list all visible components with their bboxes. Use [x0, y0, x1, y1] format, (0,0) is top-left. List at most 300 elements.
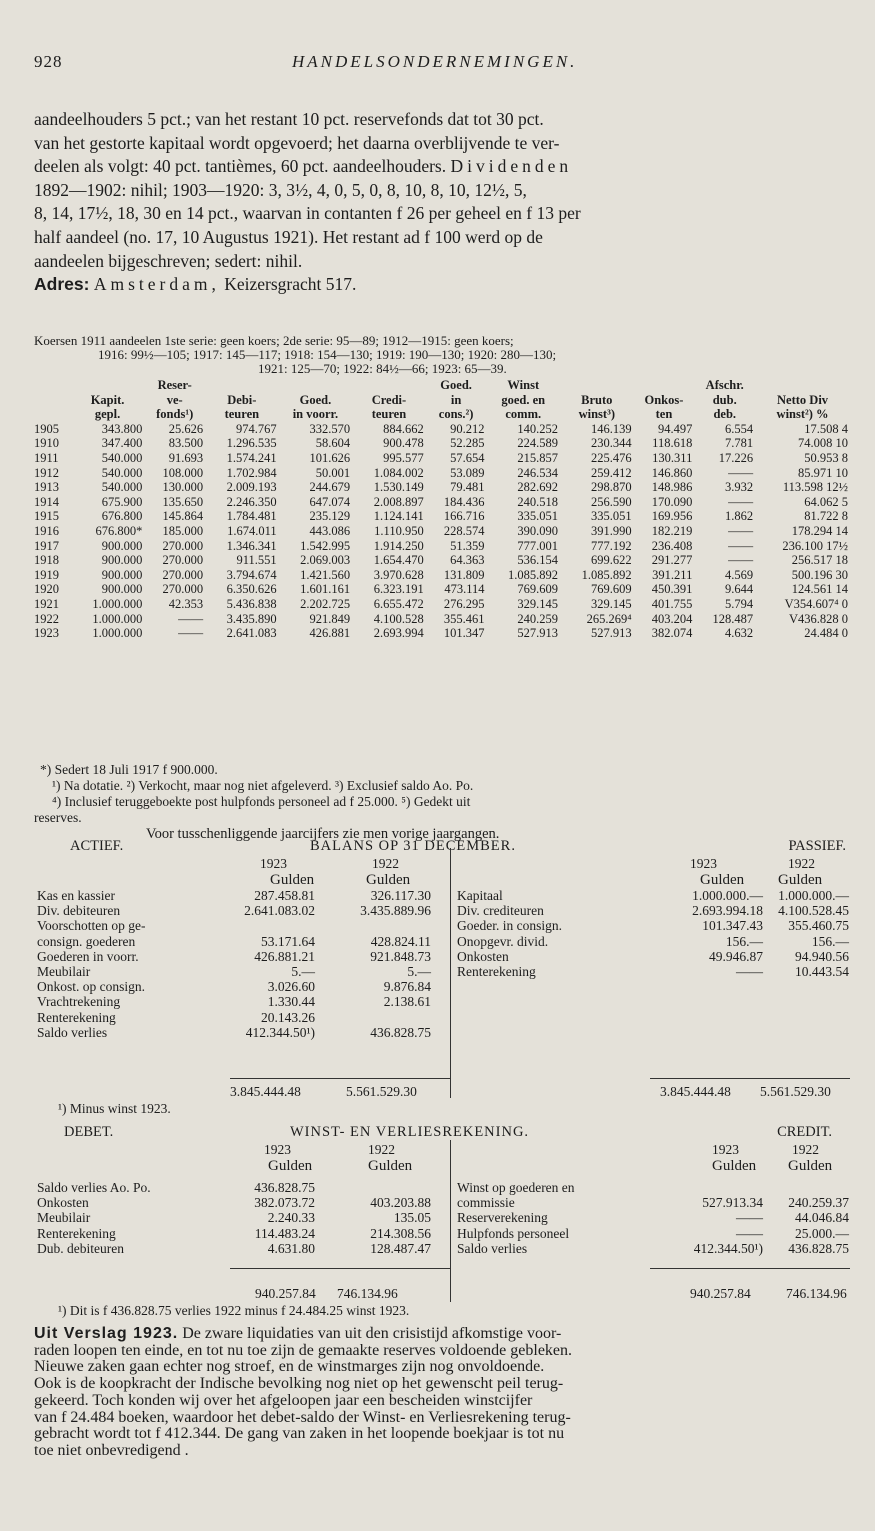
table-cell: 53.089 [450, 465, 485, 480]
table-cell: 148.986 [651, 480, 693, 495]
table-cell: consign. goederen [37, 933, 136, 949]
total-value: 940.257.84 [255, 1286, 316, 1301]
table-cell: 10.443.54 [795, 964, 849, 980]
table-cell [71, 378, 145, 393]
table-cell: Onkosten [37, 1195, 89, 1211]
table-cell: 527.913.34 [702, 1195, 763, 1211]
table-row [34, 480, 850, 495]
table-cell: goed. en [501, 392, 546, 407]
table-cell: 1.000.000 [92, 626, 143, 641]
table-cell: —— [736, 1225, 763, 1241]
table-cell: 50.953 8 [804, 450, 848, 465]
table-row [34, 539, 850, 554]
table-row [454, 934, 852, 949]
table-cell: 527.913 [517, 626, 559, 641]
table-cell: 436.828.75 [370, 1024, 431, 1040]
table-cell: 647.074 [309, 494, 351, 509]
table-cell: 64.363 [450, 553, 485, 568]
table-cell: 900.000 [101, 582, 143, 597]
table-cell: 128.487 [712, 611, 754, 626]
table-cell: 156.— [725, 933, 763, 949]
table-cell: 911.551 [236, 553, 277, 568]
koersen-line: Koersen 1911 aandeelen 1ste serie: geen koers; 2de serie: 95—89; 1912—1915: geen koers; [34, 333, 514, 348]
table-cell: commissie [457, 1195, 515, 1211]
table-cell: 182.219 [651, 523, 693, 538]
stats-table-body [34, 422, 850, 641]
address-city: Amsterdam, [93, 274, 220, 295]
table-cell: Div. debiteuren [37, 903, 121, 919]
table-cell: 58.604 [315, 436, 351, 451]
table-cell: 4.100.528.45 [778, 903, 849, 919]
table-cell: 769.609 [517, 582, 559, 597]
stats-table-head [34, 378, 850, 422]
table-cell: 270.000 [162, 538, 204, 553]
table-cell: 777.192 [590, 538, 632, 553]
table-row [34, 994, 434, 1009]
note-line: ⁴) Inclusief teruggeboekte post hulpfonds personeel ad f 25.000. ⁵) Gedekt uit [52, 794, 471, 809]
table-row [34, 568, 850, 583]
verslag-line: gebracht wordt tot f 412.344. De gang van zaken in het loopende boekjaar is tot nu [34, 1425, 565, 1443]
table-row [34, 626, 850, 641]
table-cell: 135.650 [162, 494, 204, 509]
table-cell: 270.000 [162, 582, 204, 597]
table-cell: 412.344.50¹) [693, 1240, 763, 1256]
table-cell: 1.085.892 [581, 567, 632, 582]
divider [450, 1140, 451, 1302]
unit-label: Gulden [712, 1158, 757, 1174]
table-row [34, 964, 434, 979]
koersen-line: 1921: 125—70; 1922: 84½—66; 1923: 65—39. [258, 361, 507, 376]
table-cell [634, 378, 695, 393]
table-cell: 1910 [34, 436, 59, 451]
table-cell: 335.051 [517, 509, 559, 524]
divider [650, 1078, 850, 1079]
balans-footnote: ¹) Minus winst 1923. [58, 1101, 171, 1116]
table-cell: Div. crediteuren [457, 903, 544, 919]
table-cell: 7.781 [724, 436, 754, 451]
table-cell: 1.674.011 [227, 523, 277, 538]
table-cell: 391.990 [590, 523, 632, 538]
table-header-row [34, 378, 850, 393]
winst-right-head [650, 1142, 850, 1174]
table-cell: 130.000 [162, 480, 204, 495]
table-cell: 178.294 14 [791, 523, 848, 538]
table-cell: 291.277 [651, 553, 693, 568]
table-cell: 426.881.21 [254, 948, 315, 964]
table-cell: 259.412 [590, 465, 632, 480]
table-cell: 2.009.193 [226, 480, 277, 495]
table-cell: Renterekening [37, 1009, 116, 1025]
table-cell: Onkost. op consign. [37, 979, 145, 995]
table-cell: 1.296.535 [226, 436, 277, 451]
table-cell: 64.062 5 [804, 494, 848, 509]
table-cell: 282.692 [517, 480, 559, 495]
table-cell: —— [728, 523, 754, 538]
table-cell: 6.350.626 [226, 582, 277, 597]
table-cell: 1915 [34, 509, 59, 524]
table-row [34, 509, 850, 524]
table-cell: 1922 [34, 611, 59, 626]
table-cell: 1.000.000.— [692, 888, 763, 903]
table-row [454, 918, 852, 933]
table-cell: 6.323.191 [373, 582, 424, 597]
table-cell: 298.870 [590, 480, 632, 495]
total-value: 746.134.96 [337, 1286, 398, 1301]
table-cell: 329.145 [590, 596, 632, 611]
note-line: reserves. [34, 810, 82, 825]
table-cell: 1.084.002 [373, 465, 424, 480]
table-cell: Winst [507, 378, 540, 392]
unit-label: Gulden [270, 872, 315, 888]
table-cell: 426.881 [309, 626, 351, 641]
table-cell: V436.828 0 [788, 611, 848, 626]
table-row [454, 903, 852, 918]
table-cell: 2.069.003 [300, 553, 351, 568]
table-cell: 1923 [34, 626, 59, 641]
table-row [34, 1226, 434, 1241]
table-cell: 403.204 [651, 611, 693, 626]
table-cell: 536.154 [517, 553, 559, 568]
table-cell: 540.000 [101, 480, 143, 495]
total-value: 940.257.84 [690, 1286, 751, 1301]
table-cell: 326.117.30 [370, 888, 431, 903]
dividend-label: Dividenden [450, 156, 573, 177]
table-cell: 145.864 [162, 509, 204, 524]
table-cell: 390.090 [517, 523, 559, 538]
table-cell: 5.— [407, 964, 431, 980]
table-cell: 1.601.161 [300, 582, 351, 597]
table-cell: 265.269⁴ [586, 611, 632, 626]
table-cell: 1.085.892 [508, 567, 559, 582]
table-cell: 287.458.81 [254, 888, 315, 903]
table-cell: 347.400 [101, 436, 143, 451]
table-cell [352, 378, 426, 393]
table-cell: 2.202.725 [300, 596, 351, 611]
table-cell [318, 1010, 434, 1025]
table-cell: 355.461 [443, 611, 485, 626]
table-cell [34, 407, 71, 422]
table-cell: 1.421.560 [300, 567, 351, 582]
table-cell: 114.483.24 [254, 1225, 315, 1241]
notes-block [34, 762, 499, 843]
table-row [34, 582, 850, 597]
page-header [34, 52, 834, 78]
table-cell: Saldo verlies [457, 1240, 528, 1256]
table-cell: Vrachtrekening [37, 994, 121, 1010]
table-cell: fonds¹) [156, 407, 194, 422]
table-cell: —— [728, 538, 754, 553]
table-cell: 332.570 [309, 421, 351, 436]
table-row [34, 422, 850, 437]
table-cell: 1.784.481 [226, 509, 277, 524]
table-row [34, 553, 850, 568]
table-cell: 1.110.950 [374, 523, 424, 538]
table-cell [665, 1180, 766, 1195]
divider [230, 1078, 450, 1079]
table-cell: 52.285 [450, 436, 485, 451]
winst-footnote: ¹) Dit is f 436.828.75 verlies 1922 minus f 24.484.25 winst 1923. [58, 1303, 410, 1318]
table-row [34, 949, 434, 964]
verslag-line: toe niet onbevredigend . [34, 1441, 189, 1459]
table-cell: 131.809 [443, 567, 485, 582]
table-cell: 44.046.84 [795, 1210, 849, 1226]
balans-left-label: ACTIEF. [70, 838, 124, 854]
table-cell: 3.026.60 [267, 979, 315, 995]
intro-line: 8, 14, 17½, 18, 30 en 14 pct., waarvan in contanten f 26 per geheel en f 13 per [34, 203, 581, 224]
table-row [34, 1025, 434, 1040]
table-cell: 230.344 [590, 436, 632, 451]
table-cell: 53.171.64 [261, 933, 315, 949]
table-row [34, 1010, 434, 1025]
table-cell: Kapitaal [457, 888, 503, 903]
table-cell: 3.794.674 [226, 567, 277, 582]
table-cell: 1919 [34, 567, 59, 582]
table-cell [318, 1180, 434, 1195]
table-cell: V354.607⁴ 0 [784, 596, 848, 611]
table-cell: 236.100 17½ [782, 538, 848, 553]
table-cell: 343.800 [101, 421, 143, 436]
year-label: 1922 [368, 1142, 395, 1157]
table-cell: Onkosten [457, 948, 509, 964]
year-label: 1923 [690, 856, 717, 871]
table-cell: 57.654 [450, 450, 485, 465]
table-row [34, 495, 850, 510]
table-cell: 236.408 [651, 538, 693, 553]
koersen-block [34, 334, 854, 376]
table-row [34, 1210, 434, 1225]
table-cell: 1905 [34, 421, 59, 436]
unit-label: Gulden [268, 1158, 313, 1174]
unit-label: Gulden [788, 1158, 833, 1174]
table-cell [318, 918, 434, 933]
address-line [34, 273, 854, 297]
table-cell: 20.143.26 [261, 1009, 315, 1025]
table-cell: Hulpfonds personeel [457, 1225, 570, 1241]
table-cell: —— [728, 494, 754, 509]
table-cell: 2.693.994 [373, 626, 424, 641]
table-cell: Bruto [581, 392, 613, 407]
unit-label: Gulden [700, 872, 745, 888]
table-cell: 4.100.528 [373, 611, 424, 626]
table-row [34, 979, 434, 994]
table-cell: Kas en kassier [37, 888, 115, 903]
table-cell: 527.913 [590, 626, 632, 641]
table-cell: Saldo verlies Ao. Po. [37, 1180, 151, 1195]
table-cell: 412.344.50¹) [245, 1024, 315, 1040]
table-row [34, 1180, 434, 1195]
table-cell: 2.693.994.18 [692, 903, 763, 919]
table-cell: Meubilair [37, 1210, 91, 1226]
table-cell: winst³) [578, 407, 615, 422]
table-header-row [34, 393, 850, 408]
table-cell: 995.577 [383, 450, 424, 465]
table-cell [34, 393, 71, 408]
table-cell: in [450, 392, 462, 407]
table-cell: 1918 [34, 553, 59, 568]
address-label: Adres: [34, 274, 90, 295]
verslag-paragraph [34, 1326, 852, 1460]
table-cell: 85.971 10 [798, 465, 848, 480]
table-cell: 6.554 [724, 421, 754, 436]
table-cell: 166.716 [443, 509, 485, 524]
page-number: 928 [34, 52, 63, 71]
table-cell: —— [736, 1210, 763, 1226]
table-row [454, 1195, 852, 1210]
table-cell: 184.436 [443, 494, 485, 509]
table-cell: 240.259.37 [788, 1195, 849, 1211]
winst-right-table [454, 1180, 852, 1256]
table-cell: 436.828.75 [254, 1180, 315, 1195]
table-cell: 382.074 [651, 626, 693, 641]
year-label: 1922 [792, 1142, 819, 1157]
unit-label: Gulden [778, 872, 823, 888]
unit-label: Gulden [366, 872, 411, 888]
table-cell: 777.001 [517, 538, 559, 553]
table-cell: 540.000 [101, 465, 143, 480]
year-label: 1922 [372, 856, 399, 871]
intro-line: half aandeel (no. 17, 10 Augustus 1921). Het restant ad f 100 werd op de [34, 226, 543, 247]
table-cell: 1.124.141 [373, 509, 424, 524]
table-cell: 256.590 [590, 494, 632, 509]
table-cell: 4.631.80 [267, 1240, 315, 1256]
table-cell: 5.436.838 [226, 596, 277, 611]
table-cell: 94.940.56 [795, 948, 849, 964]
table-cell: cons.²) [438, 407, 474, 422]
table-cell: 1.346.341 [226, 538, 277, 553]
table-cell: 769.609 [590, 582, 632, 597]
balans-right-table [454, 888, 852, 979]
intro-line: aandeelen bijgeschreven; sedert: nihil. [34, 250, 303, 271]
table-cell: 900.000 [101, 553, 143, 568]
table-cell: 246.534 [517, 465, 559, 480]
table-cell: 42.353 [168, 596, 204, 611]
table-cell [34, 378, 71, 393]
table-cell: 6.655.472 [373, 596, 424, 611]
table-cell: 113.598 12½ [782, 480, 848, 495]
table-cell: 450.391 [651, 582, 693, 597]
table-cell: 17.508 4 [804, 421, 848, 436]
table-cell: 128.487.47 [370, 1240, 431, 1256]
table-cell: Saldo verlies [37, 1024, 108, 1040]
table-cell: 900.000 [101, 538, 143, 553]
table-cell: 676.800* [95, 523, 143, 538]
table-row [34, 918, 434, 933]
table-cell: 2.008.897 [373, 494, 424, 509]
table-cell: ten [655, 407, 673, 422]
table-cell: teuren [224, 407, 260, 422]
winst-heading [34, 1124, 850, 1142]
table-cell: 473.114 [444, 582, 485, 597]
table-cell: 169.956 [651, 509, 693, 524]
balans-right-label: PASSIEF. [788, 838, 846, 854]
table-cell: 240.518 [517, 494, 559, 509]
table-cell: 2.138.61 [383, 994, 431, 1010]
table-cell: 3.435.890 [226, 611, 277, 626]
verslag-line: Uit Verslag 1923. De zware liquidaties van uit den crisistijd afkomstige voor- [34, 1325, 562, 1342]
table-cell: 428.824.11 [370, 933, 431, 949]
intro-line: deelen als volgt: 40 pct. tantièmes, 60 pct. aandeelhouders. Dividenden [34, 156, 573, 177]
table-cell: 436.828.75 [788, 1240, 849, 1256]
table-cell: 118.618 [652, 436, 693, 451]
table-cell: in voorr. [292, 407, 339, 422]
table-cell: Netto Div [777, 392, 829, 407]
divider [650, 1268, 850, 1269]
table-cell: ve- [166, 392, 183, 407]
table-cell: Reserverekening [457, 1210, 548, 1226]
table-row [34, 934, 434, 949]
table-cell: 1913 [34, 480, 59, 495]
table-cell: 335.051 [590, 509, 632, 524]
table-row [34, 524, 850, 539]
table-cell [222, 918, 318, 933]
table-cell: 1920 [34, 582, 59, 597]
table-cell: Dub. debiteuren [37, 1240, 124, 1256]
table-cell: Winst op goederen en [457, 1180, 575, 1195]
winst-right-label: CREDIT. [777, 1124, 832, 1140]
table-cell: 3.435.889.96 [360, 903, 431, 919]
table-cell: 3.932 [724, 480, 754, 495]
table-cell: 974.767 [236, 421, 277, 436]
table-cell: 2.246.350 [226, 494, 277, 509]
table-cell [560, 378, 634, 393]
table-cell: 185.000 [162, 523, 204, 538]
table-cell: 403.203.88 [370, 1195, 431, 1211]
table-cell: 24.484 0 [804, 626, 848, 641]
table-cell: 51.359 [450, 538, 485, 553]
table-cell: 25.000.— [795, 1225, 849, 1241]
table-cell: Afschr. [705, 378, 744, 392]
winst-title: WINST- EN VERLIESREKENING. [290, 1124, 530, 1140]
table-cell: 900.000 [101, 567, 143, 582]
table-row [34, 436, 850, 451]
table-cell: Voorschotten op ge- [37, 918, 146, 934]
table-cell: 5.— [291, 964, 315, 980]
table-row [34, 612, 850, 627]
table-cell: 1.530.149 [373, 480, 424, 495]
table-cell: 1.000.000 [92, 596, 143, 611]
verslag-label: Uit Verslag 1923. [34, 1325, 179, 1342]
table-cell: 101.347.43 [702, 918, 763, 934]
table-cell: 83.500 [168, 436, 204, 451]
table-cell: 79.481 [450, 480, 485, 495]
table-cell: 81.722 8 [804, 509, 848, 524]
table-cell: 135.05 [393, 1210, 431, 1226]
table-cell: 90.212 [450, 421, 485, 436]
table-cell: 1917 [34, 538, 59, 553]
table-cell: 1916 [34, 523, 59, 538]
table-cell: 921.848.73 [370, 948, 431, 964]
year-label: 1923 [264, 1142, 291, 1157]
table-cell: 270.000 [162, 567, 204, 582]
winst-left-label: DEBET. [64, 1124, 114, 1140]
year-label: 1922 [788, 856, 815, 871]
table-cell: 9.876.84 [383, 979, 431, 995]
table-cell: Renterekening [37, 1225, 116, 1241]
table-cell: 50.001 [315, 465, 351, 480]
table-cell: 4.569 [724, 567, 754, 582]
table-cell: Reser- [157, 378, 192, 392]
verslag-line: Nieuwe zaken gaan echter nog stroef, en de winstmarges zijn nog onvoldoende. [34, 1358, 545, 1376]
table-cell: Credi- [371, 392, 407, 407]
intro-line: van het gestorte kapitaal wordt opgevoerd; het daarna overblijvende te ver- [34, 132, 560, 153]
table-cell: teuren [371, 407, 407, 422]
table-cell: 256.517 18 [791, 553, 848, 568]
total-value: 3.845.444.48 [230, 1084, 301, 1099]
table-cell: 1.000.000 [92, 611, 143, 626]
note-star: *) Sedert 18 Juli 1917 f 900.000. [40, 762, 218, 777]
table-cell: dub. [712, 392, 737, 407]
table-cell: 9.644 [724, 582, 754, 597]
